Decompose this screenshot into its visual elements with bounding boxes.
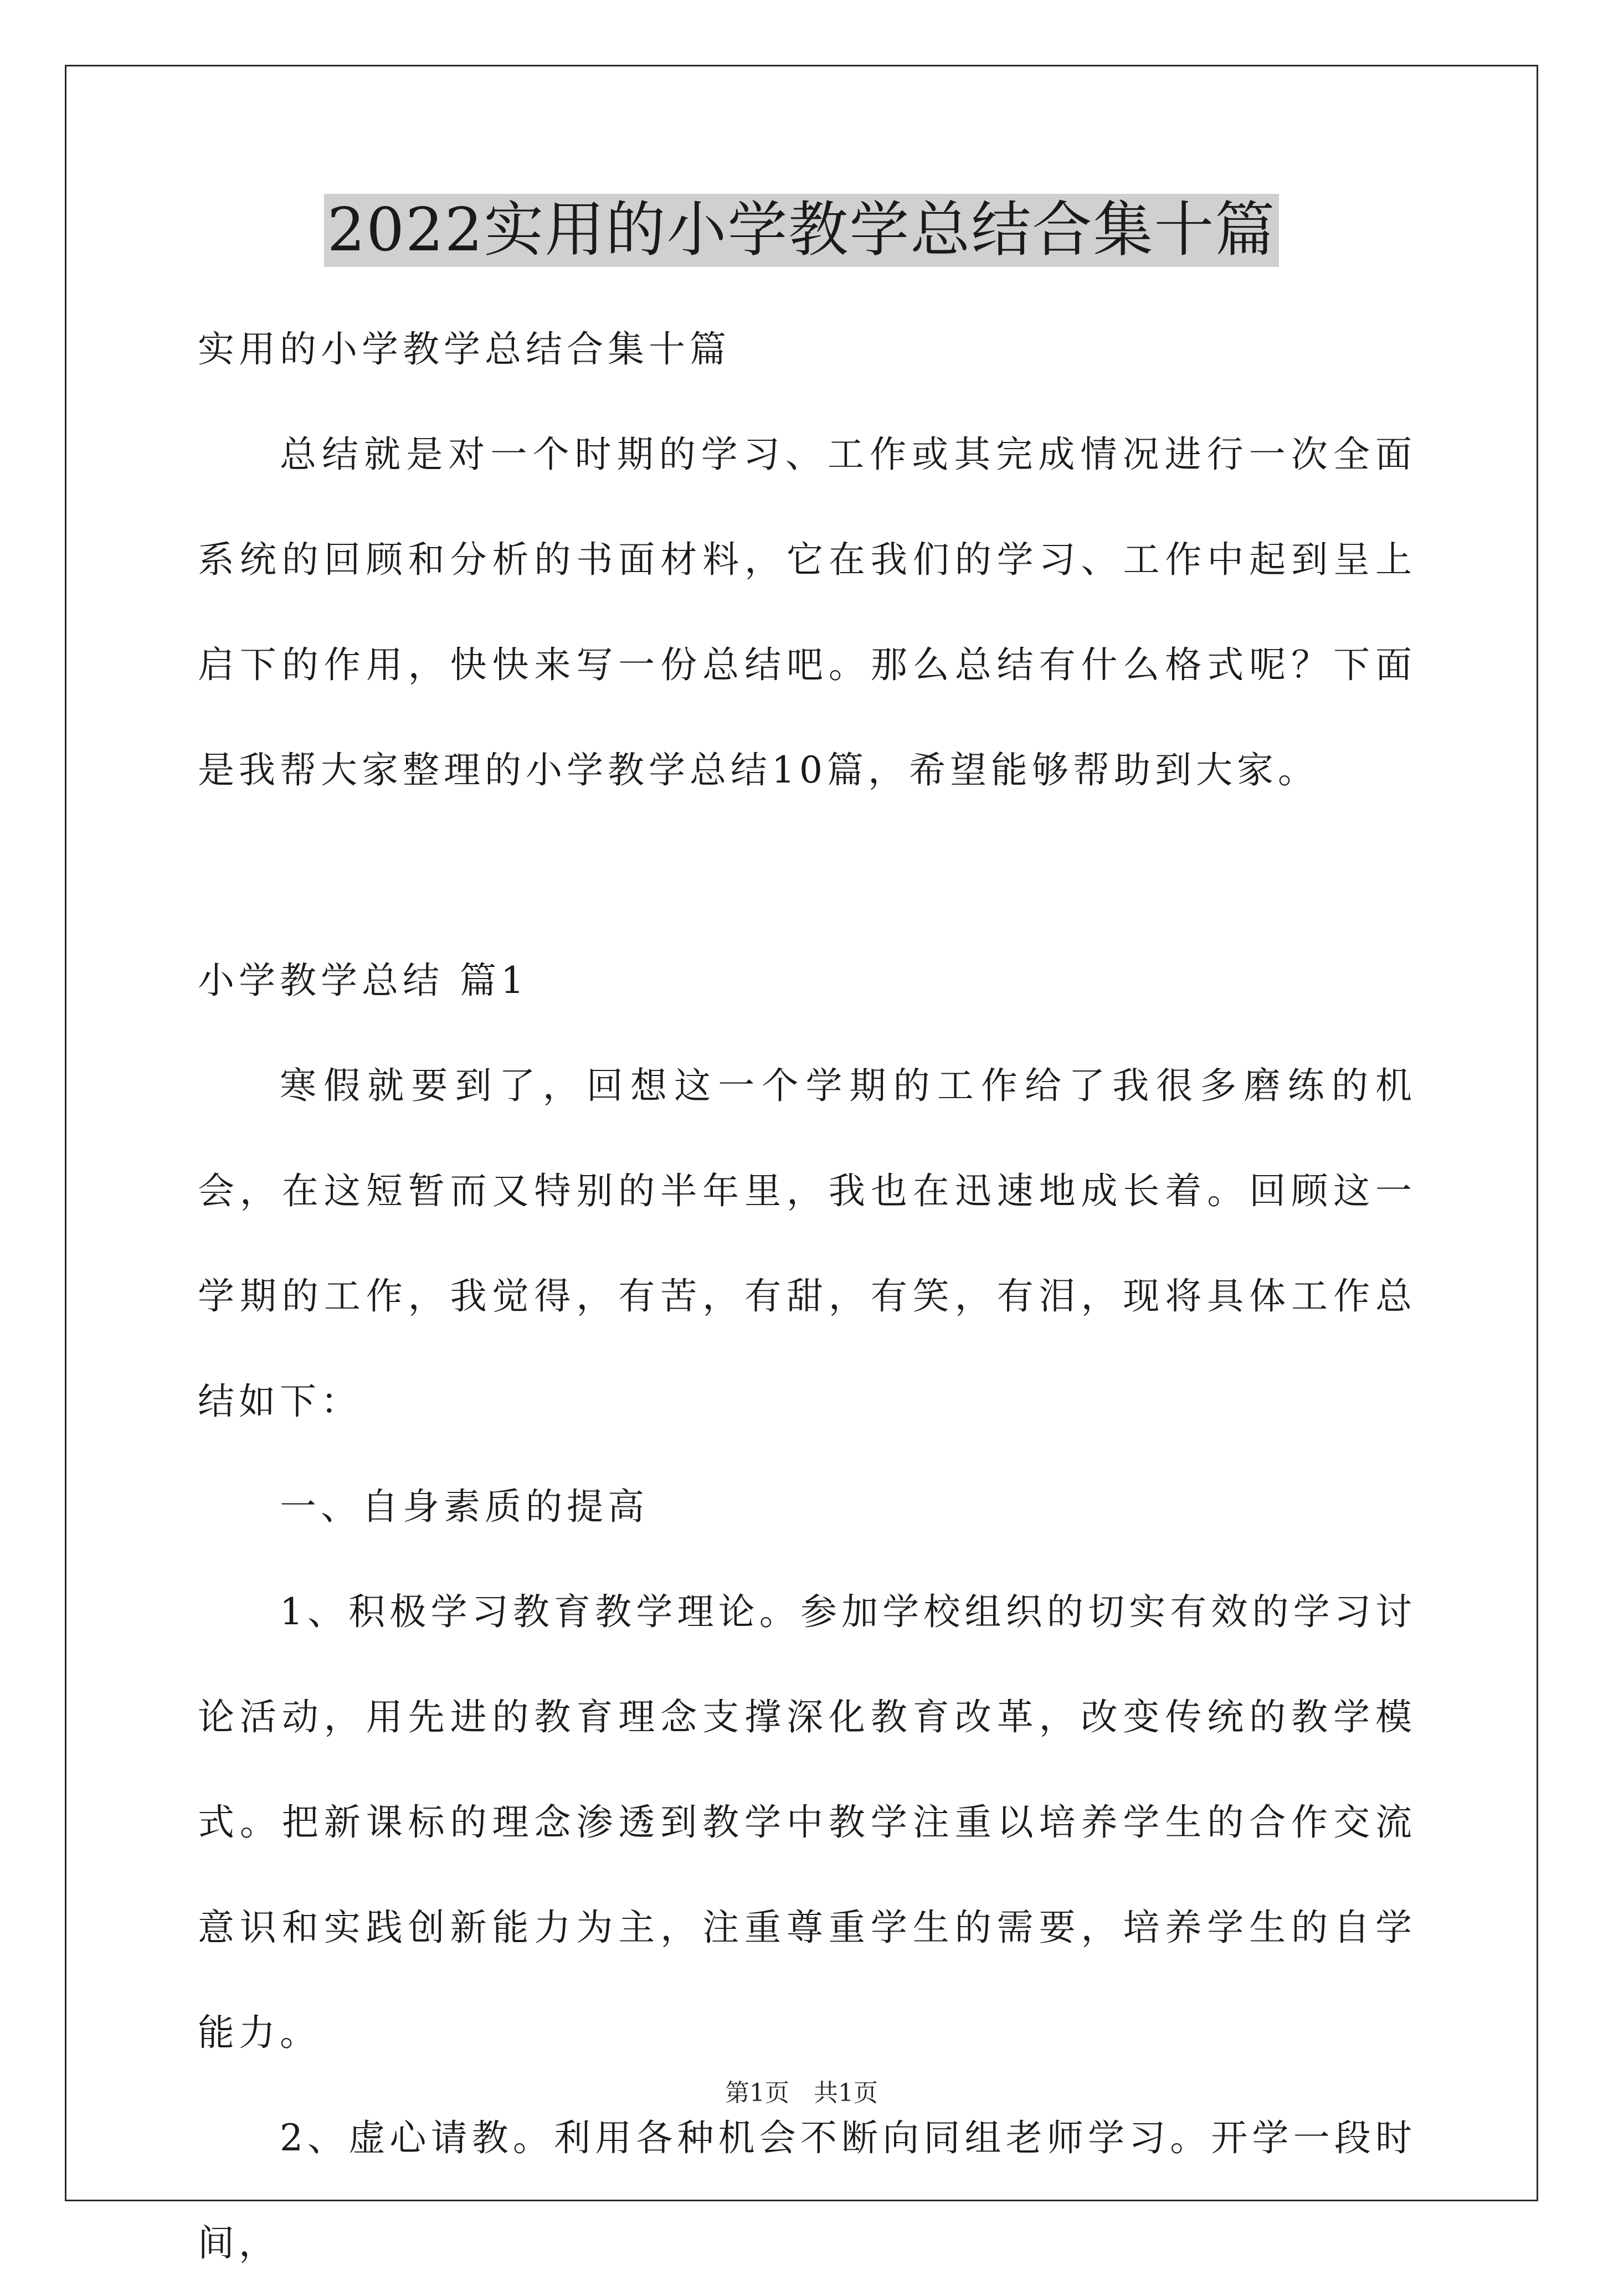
section-spacer [198,823,1416,928]
body-paragraph: 一、自身素质的提高 [280,1485,649,1528]
page-number: 第1页 共1页 [725,2079,878,2107]
intro-paragraph: 总结就是对一个时期的学习、工作或其完成情况进行一次全面系统的回顾和分析的书面材料，它在我们的学习、工作中起到呈上启下的作用，快快来写一份总结吧。那么总结有什么格式呢？下面是我帮大家整理的小学教学总结10篇，希望能够帮助到大家。 [198,433,1416,791]
body-paragraph: 1、积极学习教育教学理论。参加学校组织的切实有效的学习讨论活动，用先进的教育理念支撑深化教育改革，改变传统的教学模式。把新课标的理念渗透到教学中教学注重以培养学生的合作交流意识和实践创新能力为主，注重尊重学生的需要，培养学生的自学能力。 [198,1590,1416,2054]
document-title: 2022实用的小学教学总结合集十篇 [324,194,1280,267]
title-container [0,194,1603,267]
document-body [198,297,1416,2296]
body-paragraph: 2、虚心请教。利用各种机会不断向同组老师学习。开学一段时间， [198,2117,1416,2264]
section-heading: 小学教学总结 篇1 [198,959,528,1002]
body-paragraph: 寒假就要到了，回想这一个学期的工作给了我很多磨练的机会，在这短暂而又特别的半年里，我也在迅速地成长着。回顾这一学期的工作，我觉得，有苦，有甜，有笑，有泪，现将具体工作总结如下： [198,1064,1416,1423]
document-subtitle: 实用的小学教学总结合集十篇 [198,328,731,370]
